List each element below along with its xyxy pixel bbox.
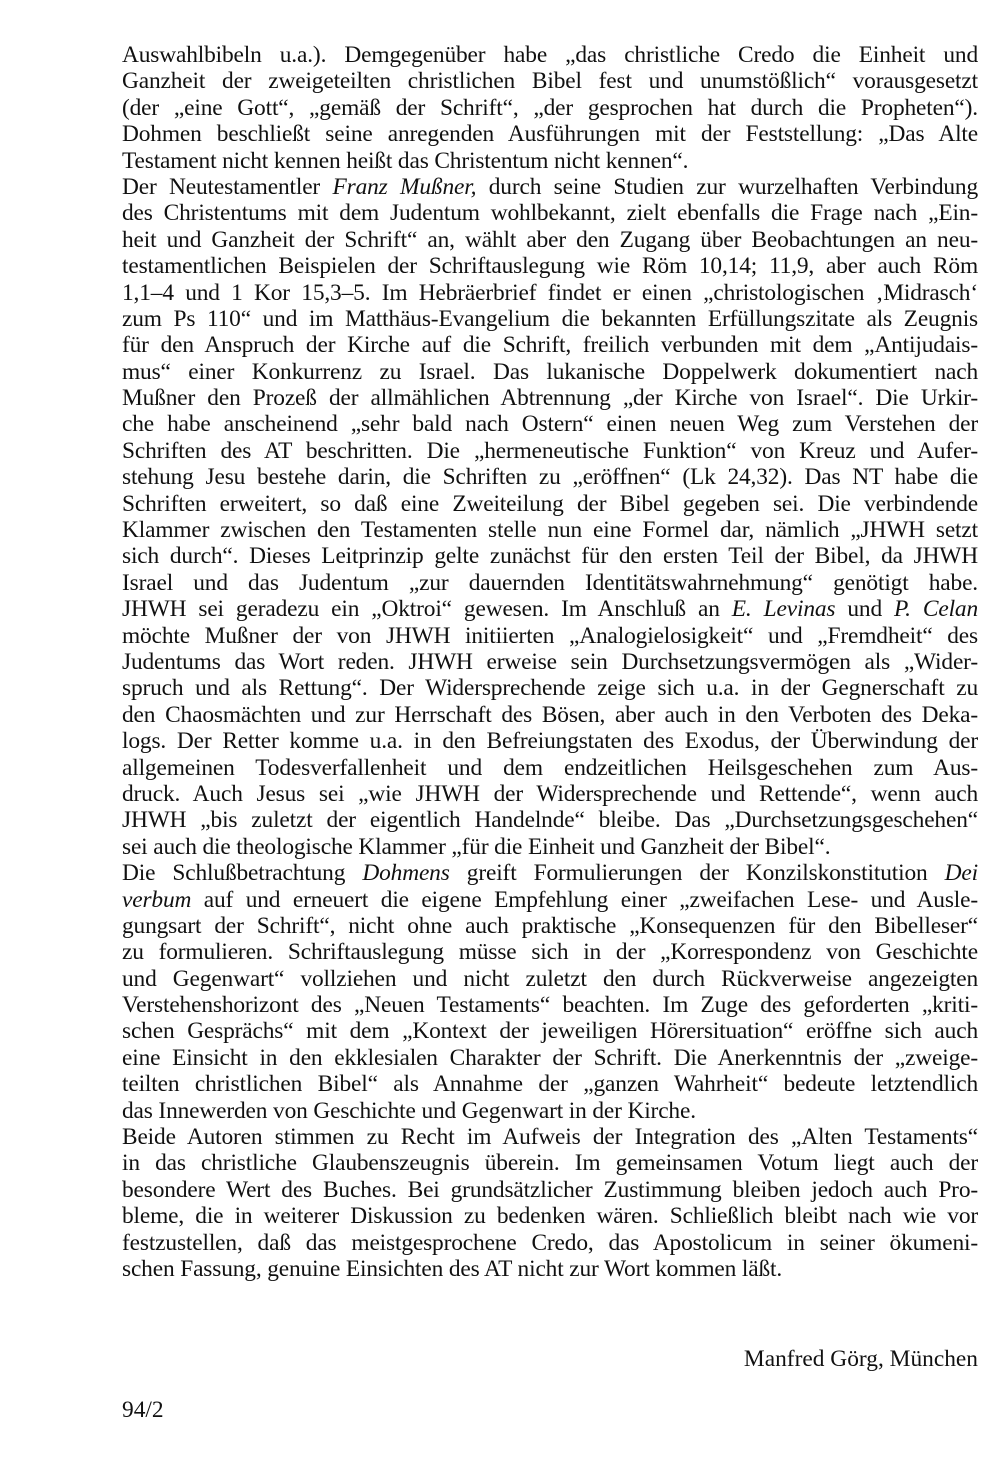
text-line — [122, 227, 978, 253]
text-line — [122, 517, 978, 543]
text-segment: spruch und als Rettung“. Der Widersprechende zeige sich u.a. in der Gegnerschaft zu — [122, 675, 978, 702]
text-line — [122, 438, 978, 464]
text-segment: sei auch die theologische Klammer „für die Einheit und Ganzheit der Bibel“. — [122, 833, 831, 860]
text-segment: bleme, die in weiterer Diskussion zu bedenken wären. Schließlich bleibt nach wie vor — [122, 1203, 978, 1230]
text-segment: Mußner den Prozeß der allmählichen Abtrennung „der Kirche von Israel“. Die Urkir- — [122, 385, 978, 412]
text-segment: und Gegenwart“ vollziehen und nicht zuletzt den durch Rückverweise angezeigten — [122, 965, 978, 992]
text-line — [122, 332, 978, 358]
text-line — [122, 887, 978, 913]
text-line — [122, 411, 978, 437]
text-line — [122, 280, 978, 306]
italic-text: E. Levinas — [731, 596, 836, 623]
text-line — [122, 1018, 978, 1044]
text-segment: Verstehenshorizont des „Neuen Testaments“ beachten. Im Zuge des geforderten „kriti- — [122, 992, 978, 1019]
text-line — [122, 570, 978, 596]
text-segment: zum Ps 110“ und im Matthäus-Evangelium die bekannten Erfüllungszitate als Zeugnis — [122, 305, 978, 332]
text-segment: zu formulieren. Schriftauslegung müsse sich in der „Korrespondenz von Geschichte — [122, 939, 978, 966]
text-line — [122, 1203, 978, 1229]
italic-text: Dei — [944, 860, 978, 887]
text-segment: und — [835, 596, 895, 623]
text-line — [122, 781, 978, 807]
text-line — [122, 174, 978, 200]
paragraph — [122, 174, 978, 860]
text-segment: Judentums das Wort reden. JHWH erweise sein Durchsetzungsvermögen als „Wider- — [122, 648, 978, 675]
text-segment: das Innewerden von Geschichte und Gegenwart in der Kirche. — [122, 1097, 696, 1124]
text-line — [122, 649, 978, 675]
text-line — [122, 913, 978, 939]
text-segment: 1,1–4 und 1 Kor 15,3–5. Im Hebräerbrief findet er einen „christologischen ‚Midrasch‘ — [122, 279, 978, 306]
text-line — [122, 728, 978, 754]
article-text — [122, 42, 978, 1282]
text-line — [122, 1150, 978, 1176]
text-line — [122, 1177, 978, 1203]
text-segment: greift Formulierungen der Konzilskonstitution — [449, 860, 945, 887]
text-segment: JHWH „bis zuletzt der eigentlich Handelnde“ bleibe. Das „Durchsetzungsgeschehen“ — [122, 807, 978, 834]
text-line — [122, 1045, 978, 1071]
text-line — [122, 675, 978, 701]
text-segment: druck. Auch Jesus sei „wie JHWH der Widersprechende und Rettende“, wenn auch — [122, 780, 978, 807]
text-line — [122, 200, 978, 226]
text-segment: mus“ einer Konkurrenz zu Israel. Das lukanische Doppelwerk dokumentiert nach — [122, 358, 978, 385]
italic-text: P. Celan — [894, 596, 979, 623]
text-segment: Schriften des AT beschritten. Die „hermeneutische Funktion“ von Kreuz und Aufer- — [122, 437, 978, 464]
author-signature: Manfred Görg, München — [743, 1346, 978, 1372]
text-segment: des Christentums mit dem Judentum wohlbekannt, zielt ebenfalls die Frage nach „Ein- — [122, 200, 978, 227]
text-line — [122, 623, 978, 649]
text-line — [122, 121, 978, 147]
text-segment: durch seine Studien zur wurzelhaften Verbindung — [476, 173, 979, 200]
text-segment: heit und Ganzheit der Schrift“ an, wählt aber den Zugang über Beobachtungen an neu- — [122, 226, 978, 253]
text-segment: (der „eine Gott“, „gemäß der Schrift“, „der gesprochen hat durch die Propheten“). — [122, 94, 978, 121]
paragraph — [122, 42, 978, 174]
text-segment: Testament nicht kennen heißt das Christentum nicht kennen“. — [122, 147, 689, 174]
text-line — [122, 543, 978, 569]
text-segment: testamentlichen Beispielen der Schriftauslegung wie Röm 10,14; 11,9, aber auch Röm — [122, 253, 978, 280]
text-line — [122, 1230, 978, 1256]
text-segment: Israel und das Judentum „zur dauernden Identitätswahrnehmung“ genötigt habe. — [122, 569, 978, 596]
text-segment: in das christliche Glaubenszeugnis überein. Im gemeinsamen Votum liegt auch der — [122, 1150, 978, 1177]
text-segment: eine Einsicht in den ekklesialen Charakter der Schrift. Die Anerkenntnis der „zweige- — [122, 1044, 978, 1071]
text-segment: allgemeinen Todesverfallenheit und dem endzeitlichen Heilsgeschehen zum Aus- — [122, 754, 978, 781]
text-segment: schen Gesprächs“ mit dem „Kontext der jeweiligen Hörersituation“ eröffne sich auch — [122, 1018, 978, 1045]
text-line — [122, 385, 978, 411]
text-line — [122, 596, 978, 622]
signature-block — [122, 1346, 978, 1372]
text-segment: teilten christlichen Bibel“ als Annahme der „ganzen Wahrheit“ bedeute letztendlich — [122, 1071, 978, 1098]
text-line — [122, 1071, 978, 1097]
text-segment: Schriften erweitert, so daß eine Zweiteilung der Bibel gegeben sei. Die verbindende — [122, 490, 978, 517]
italic-text: Franz Mußner, — [332, 173, 477, 200]
italic-text: verbum — [122, 886, 192, 913]
text-segment: JHWH sei geradezu ein „Oktroi“ gewesen. Im Anschluß an — [122, 596, 732, 623]
page-number: 94/2 — [122, 1397, 164, 1423]
text-line — [122, 1256, 978, 1282]
text-line — [122, 95, 978, 121]
text-line — [122, 807, 978, 833]
text-line — [122, 253, 978, 279]
paragraph — [122, 1124, 978, 1282]
paragraph — [122, 860, 978, 1124]
italic-text: Dohmens — [362, 860, 450, 887]
text-line — [122, 464, 978, 490]
text-line — [122, 491, 978, 517]
text-segment: für den Anspruch der Kirche auf die Schrift, freilich verbunden mit dem „Antijudais- — [122, 332, 978, 359]
text-segment: den Chaosmächten und zur Herrschaft des Bösen, aber auch in den Verboten des Deka- — [122, 701, 978, 728]
text-segment: Ganzheit der zweigeteilten christlichen Bibel fest und unumstößlich“ vorausgesetzt — [122, 68, 978, 95]
text-segment: logs. Der Retter komme u.a. in den Befreiungstaten des Exodus, der Überwindung der — [122, 728, 978, 755]
text-segment: stehung Jesu bestehe darin, die Schriften zu „eröffnen“ (Lk 24,32). Das NT habe die — [122, 464, 978, 491]
text-segment: auf und erneuert die eigene Empfehlung einer „zweifachen Lese- und Ausle- — [191, 886, 978, 913]
text-segment: sich durch“. Dieses Leitprinzip gelte zunächst für den ersten Teil der Bibel, da JHWH — [122, 543, 978, 570]
text-line — [122, 755, 978, 781]
text-line — [122, 42, 978, 68]
text-segment: besondere Wert des Buches. Bei grundsätzlicher Zustimmung bleiben jedoch auch Pro- — [122, 1176, 978, 1203]
text-segment: festzustellen, daß das meistgesprochene Credo, das Apostolicum in seiner ökumeni- — [122, 1229, 978, 1256]
text-segment: gungsart der Schrift“, nicht ohne auch praktische „Konsequenzen für den Bibelleser“ — [122, 912, 978, 939]
text-line — [122, 966, 978, 992]
text-line — [122, 306, 978, 332]
text-line — [122, 68, 978, 94]
text-segment: Der Neutestamentler — [122, 173, 333, 200]
text-line — [122, 1124, 978, 1150]
text-segment: Dohmen beschließt seine anregenden Ausführungen mit der Feststellung: „Das Alte — [122, 121, 978, 148]
text-line — [122, 834, 978, 860]
text-segment: Auswahlbibeln u.a.). Demgegenüber habe „das christliche Credo die Einheit und — [122, 42, 978, 68]
text-segment: Die Schlußbetrachtung — [122, 860, 363, 887]
text-segment: schen Fassung, genuine Einsichten des AT nicht zur Wort kommen läßt. — [122, 1255, 783, 1282]
text-line — [122, 860, 978, 886]
text-line — [122, 939, 978, 965]
text-line — [122, 359, 978, 385]
text-line — [122, 148, 978, 174]
text-line — [122, 1098, 978, 1124]
text-segment: che habe anscheinend „sehr bald nach Ostern“ einen neuen Weg zum Verstehen der — [122, 411, 978, 438]
text-line — [122, 992, 978, 1018]
text-segment: Klammer zwischen den Testamenten stelle nun eine Formel dar, nämlich „JHWH setzt — [122, 517, 978, 544]
text-line — [122, 702, 978, 728]
text-segment: möchte Mußner der von JHWH initiierten „Analogielosigkeit“ und „Fremdheit“ des — [122, 622, 978, 649]
text-segment: Beide Autoren stimmen zu Recht im Aufweis der Integration des „Alten Testaments“ — [122, 1124, 978, 1151]
